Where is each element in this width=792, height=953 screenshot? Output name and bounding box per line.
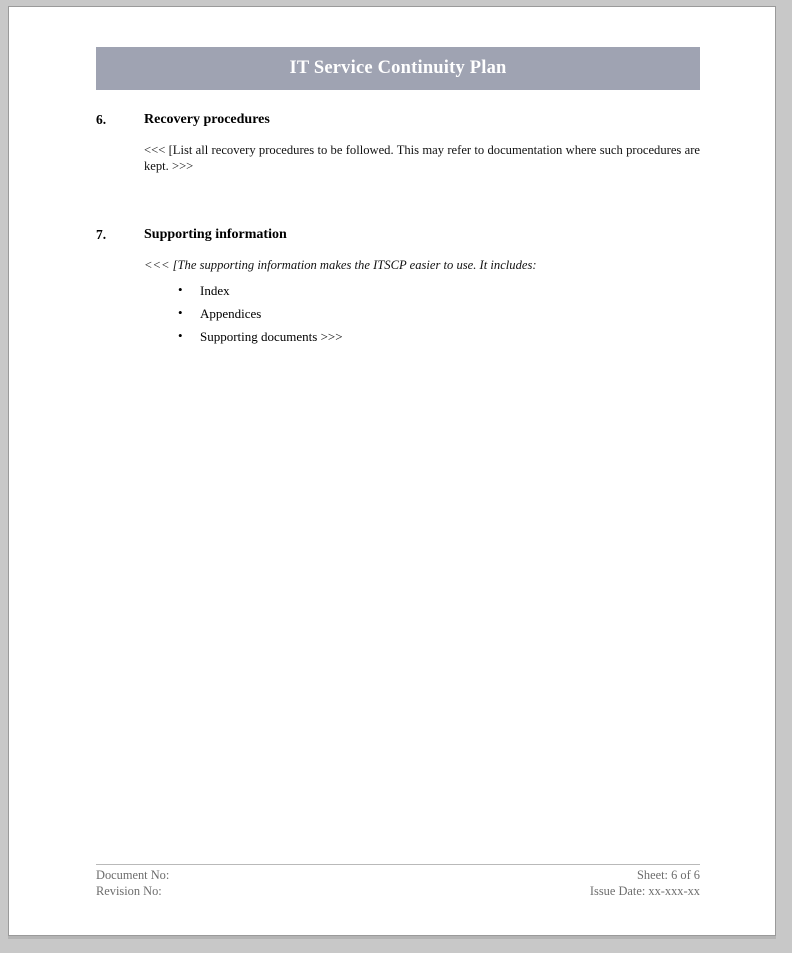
section-title: Recovery procedures [144,112,270,127]
supporting-information-list [96,283,700,345]
section-title: Supporting information [144,226,287,242]
list-item-label: Supporting documents >>> [200,329,343,345]
document-title-banner [96,47,700,90]
sheet-label: Sheet: 6 of 6 [637,868,700,882]
document-no-label: Document No: [96,868,170,882]
section-number: 6. [96,112,107,127]
section-body-text: <<< [List all recovery procedures to be followed. This may refer to documentation where such procedures are kept. >>> [144,143,700,174]
page-shadow [8,936,776,939]
bullet-icon: • [178,328,183,344]
footer-divider [96,864,700,865]
page-footer [96,864,700,899]
page-content [96,47,700,897]
document-body [96,112,700,345]
document-page [8,6,776,936]
list-item [178,282,700,299]
bullet-icon: • [178,305,183,321]
revision-no-label: Revision No: [96,883,162,898]
section-body-text: <<< [The supporting information makes the ITSCP easier to use. It includes: [144,257,537,272]
footer-row [96,868,700,899]
list-item [178,305,700,322]
list-item [178,328,700,345]
list-item-label: Appendices [200,306,262,322]
footer-left-block [96,868,169,899]
section-recovery-procedures [96,112,700,175]
bullet-icon: • [178,282,183,298]
list-item-label: Index [200,283,230,299]
section-heading [96,112,700,128]
page-title: IT Service Continuity Plan [289,58,507,78]
section-heading [96,227,700,243]
issue-date-label: Issue Date: xx-xxx-xx [589,883,700,898]
section-supporting-information [96,227,700,345]
section-spacer [96,177,700,227]
footer-right-block [590,868,700,899]
section-number: 7. [96,226,107,242]
